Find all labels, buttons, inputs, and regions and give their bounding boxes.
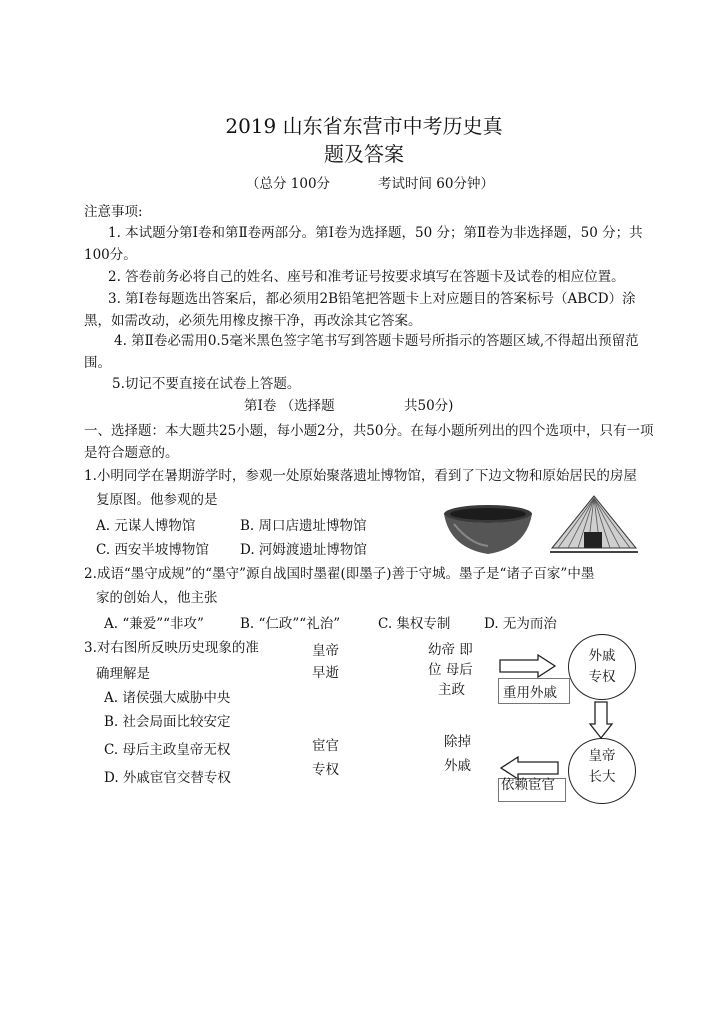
total-score: （总分 100分	[246, 176, 331, 192]
relatives-power-circle	[568, 634, 636, 700]
section-title: 第Ⅰ卷 （选择题	[244, 398, 335, 414]
reuse-relatives-box	[498, 678, 570, 704]
diagram-text: 主政	[438, 682, 465, 698]
notice-item-5: 5.切记不要直接在试卷上答题。	[112, 376, 301, 392]
q3-option-a: A. 诸侯强大威胁中央	[104, 690, 231, 706]
notice-item-1: 1. 本试题分第Ⅰ卷和第Ⅱ卷两部分。第Ⅰ卷为选择题，50 分；第Ⅱ卷为非选择题，50 分；共100分。	[84, 225, 643, 263]
diagram-text: 皇帝	[312, 643, 339, 659]
diagram-text: 外戚	[588, 648, 616, 664]
section-score: 共50分)	[404, 398, 454, 414]
notice-item-4: 4. 第Ⅱ卷必需用0.5毫米黑色签字笔书写到答题卡题号所指示的答题区域,不得超出预留范围。	[84, 333, 639, 371]
q1-option-c: C. 西安半坡博物馆	[96, 542, 209, 558]
diagram-text: 位 母后	[428, 662, 473, 678]
diagram-young-emperor	[428, 640, 473, 700]
page-title: 2019 山东省东营市中考历史真	[225, 114, 503, 138]
emperor-grown-circle	[568, 738, 636, 804]
q2-option-c: C. 集权专制	[378, 616, 451, 632]
q3-option-d: D. 外戚宦官交替专权	[104, 770, 231, 786]
q3-stem: 3.对右图所反映历史现象的准	[84, 640, 259, 656]
q2-stem: 2.成语“墨守成规”的“墨守”源自战国时墨翟(即墨子)善于守城。墨子是“诸子百家”中墨	[84, 566, 595, 582]
diagram-text: 除掉	[444, 734, 471, 750]
q1-option-a: A. 元谋人博物馆	[96, 518, 196, 534]
notice-item-3: 3. 第Ⅰ卷每题选出答案后，都必须用2B铅笔把答题卡上对应题目的答案标号（ABCD）涂黑，如需改动，必须先用橡皮擦干净，再改涂其它答案。	[84, 291, 636, 329]
diagram-text: 长大	[588, 769, 616, 785]
diagram-text: 专权	[312, 762, 339, 778]
part-intro: 一、选择题：本大题共25小题，每小题2分，共50分。在每小题所列出的四个选项中，只有一项是符合题意的。	[84, 423, 654, 461]
arrow-right-icon	[498, 654, 558, 678]
diagram-text: 依赖宦官	[501, 777, 555, 793]
q1-option-b: B. 周口店遗址博物馆	[240, 518, 367, 534]
rely-eunuchs-box	[498, 778, 566, 802]
diagram-text: 幼帝 即	[428, 642, 473, 658]
page-title-line2: 题及答案	[324, 142, 404, 166]
pottery-bowl-image	[440, 500, 536, 560]
q2-option-a: A. “兼爱”“非攻”	[104, 616, 204, 632]
diagram-text: 宦官	[312, 738, 339, 754]
diagram-text: 皇帝	[588, 748, 616, 764]
diagram-remove-relatives	[444, 730, 471, 778]
thatched-hut-image	[546, 494, 642, 560]
q1-option-d: D. 河姆渡遗址博物馆	[240, 542, 367, 558]
diagram-text: 外戚	[444, 758, 471, 774]
notice-item-2: 2. 答卷前务必将自己的姓名、座号和准考证号按要求填写在答题卡及试卷的相应位置。	[108, 269, 625, 285]
diagram-emperor-early-death	[312, 640, 339, 684]
q3-stem-line2: 确理解是	[96, 666, 150, 682]
exam-time: 考试时间 60分钟）	[378, 176, 494, 192]
q1-stem: 1.小明同学在暑期游学时，参观一处原始聚落遗址博物馆，看到了下边文物和原始居民的房屋	[84, 468, 637, 484]
q2-stem-line2: 家的创始人，他主张	[96, 590, 218, 606]
diagram-text: 专权	[588, 669, 616, 685]
diagram-text: 早逝	[312, 665, 339, 681]
diagram-eunuch-power	[312, 734, 339, 782]
q3-option-b: B. 社会局面比较安定	[104, 714, 231, 730]
q3-option-c: C. 母后主政皇帝无权	[104, 742, 231, 758]
q1-stem-line2: 复原图。他参观的是	[96, 492, 218, 508]
arrow-down-icon	[588, 700, 614, 740]
notice-heading: 注意事项:	[84, 204, 143, 220]
q2-option-d: D. 无为而治	[484, 616, 557, 632]
q2-option-b: B. “仁政”“礼治”	[240, 616, 341, 632]
diagram-text: 重用外戚	[503, 685, 557, 701]
